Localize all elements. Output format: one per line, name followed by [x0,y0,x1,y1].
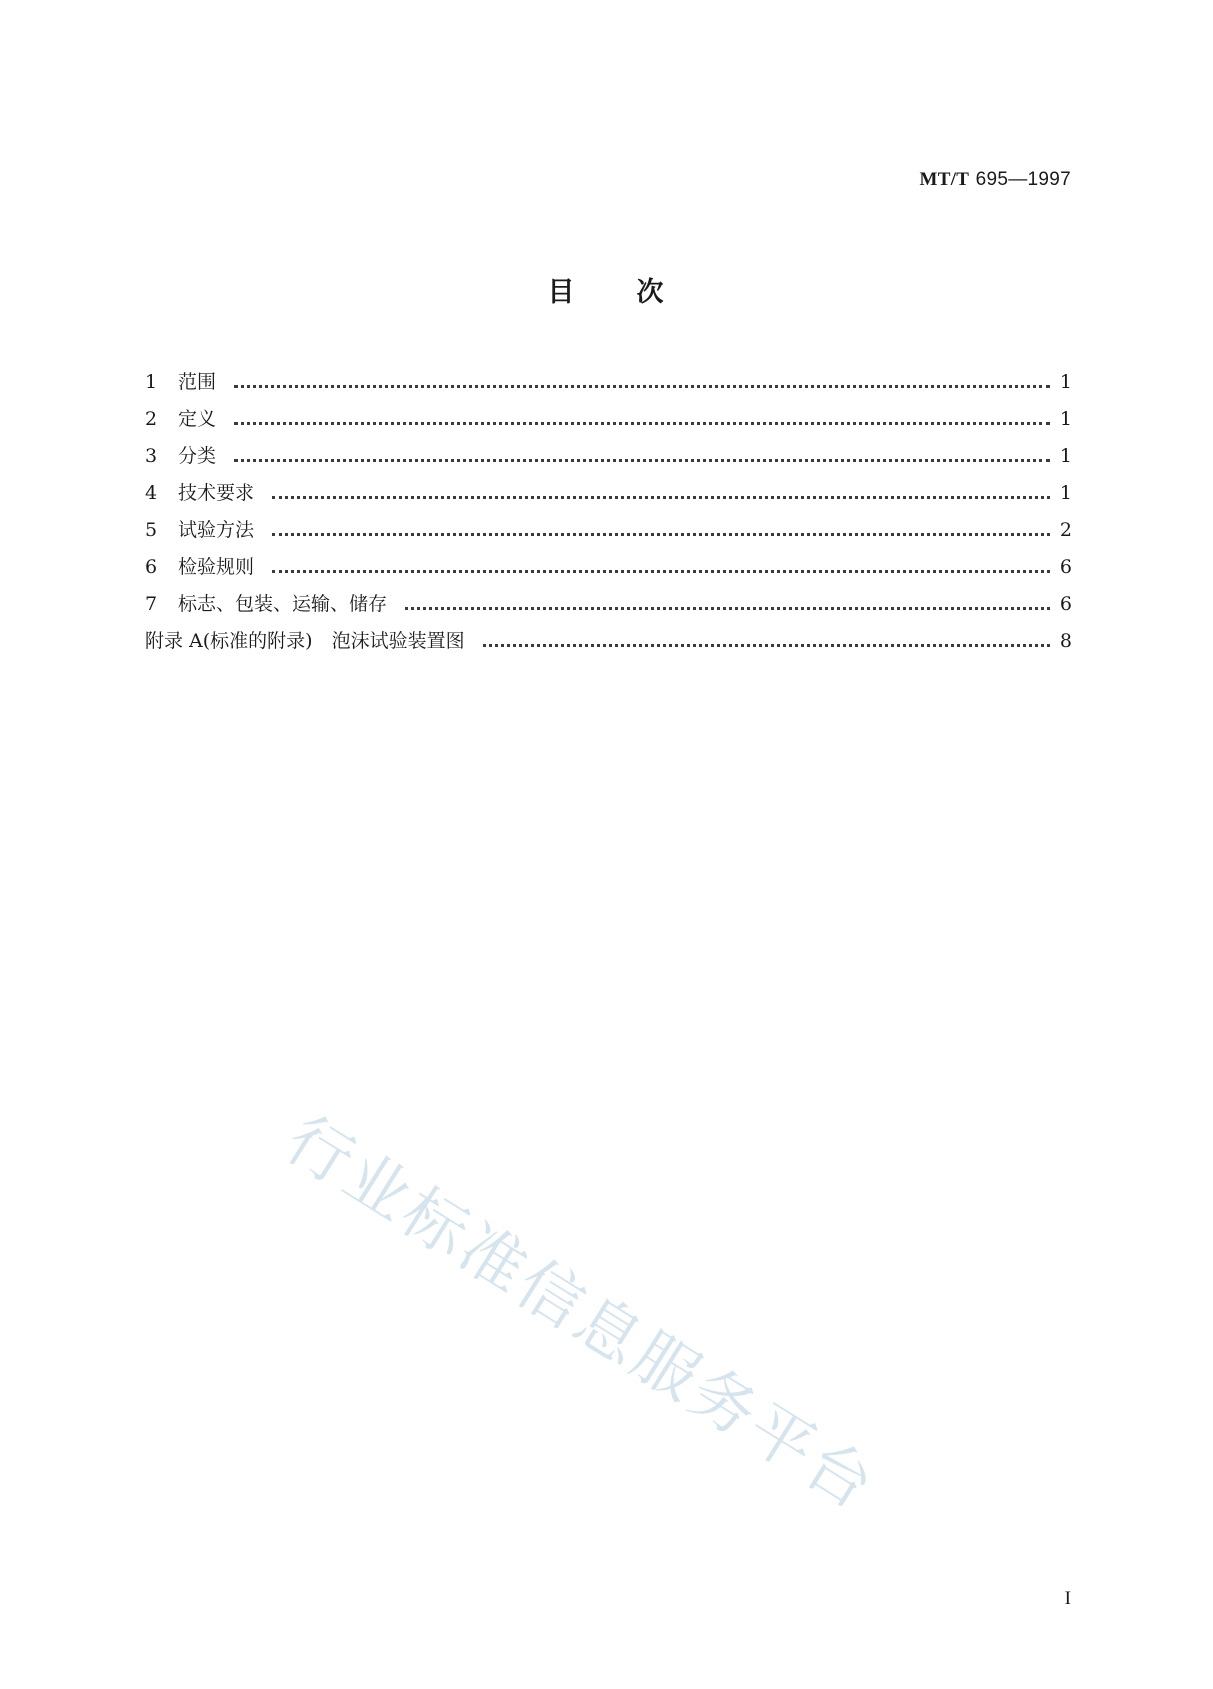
toc-entry-appendix[interactable] [145,626,1072,663]
toc-entry-page: 6 [1059,593,1072,615]
table-of-contents [145,367,1072,663]
toc-entry-label: 定义 [178,408,217,430]
toc-leader-dots [272,570,1050,573]
toc-entry-page: 1 [1059,445,1072,467]
toc-leader-dots [272,496,1050,499]
toc-leader-dots [234,459,1050,462]
toc-entry-page: 8 [1059,630,1072,652]
toc-entry-label: 技术要求 [178,482,255,504]
toc-entry[interactable] [145,478,1072,515]
toc-entry-number: 6 [145,556,158,578]
toc-entry-page: 1 [1059,482,1072,504]
toc-entry-page: 2 [1059,519,1072,541]
standard-code [920,168,1071,191]
toc-entry-page: 1 [1059,408,1072,430]
standard-number: 695—1997 [975,169,1071,190]
toc-leader-dots [272,533,1050,536]
toc-entry-label: 标志、包装、运输、储存 [178,593,388,615]
toc-entry-label: 分类 [178,445,217,467]
toc-leader-dots [234,422,1050,425]
title-char-2: 次 [636,277,666,308]
toc-leader-dots [483,644,1050,647]
toc-entry-number: 3 [145,445,158,467]
page-number: I [1064,1588,1071,1609]
toc-entry-number: 7 [145,593,158,615]
toc-entry-number: 4 [145,482,158,504]
watermark: 行业标准信息服务平台 [272,1102,889,1526]
toc-leader-dots [234,385,1050,388]
toc-entry-label: 附录 A(标准的附录) 泡沫试验装置图 [145,630,465,652]
toc-entry[interactable] [145,589,1072,626]
title-char-1: 目 [547,277,577,308]
toc-entry-number: 5 [145,519,158,541]
toc-entry-number: 2 [145,408,158,430]
toc-entry[interactable] [145,404,1072,441]
toc-entry-page: 6 [1059,556,1072,578]
toc-entry-page: 1 [1059,371,1072,393]
toc-entry-label: 范围 [178,371,217,393]
toc-entry[interactable] [145,552,1072,589]
toc-entry-label: 试验方法 [178,519,255,541]
toc-leader-dots [405,607,1050,610]
standard-prefix: MT/T [919,169,970,190]
toc-entry[interactable] [145,441,1072,478]
page-title [0,270,1213,309]
toc-entry[interactable] [145,367,1072,404]
toc-entry-label: 检验规则 [178,556,255,578]
toc-entry-number: 1 [145,371,158,393]
toc-entry[interactable] [145,515,1072,552]
